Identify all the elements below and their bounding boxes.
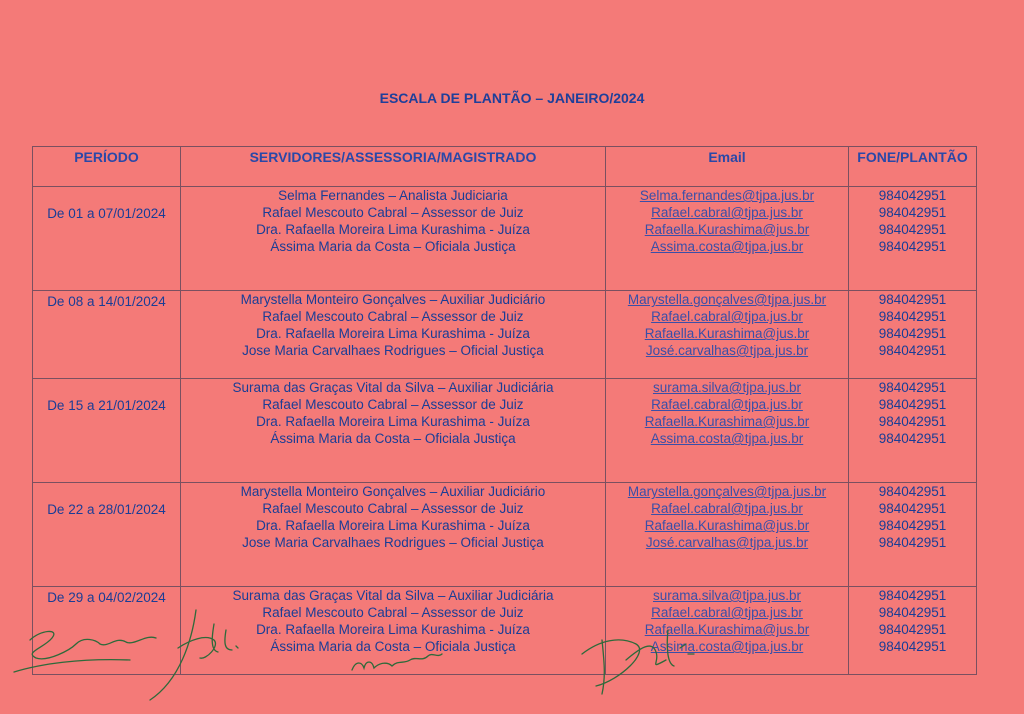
signatures-area — [0, 600, 1024, 714]
email-link[interactable]: Selma.fernandes@tjpa.jus.br — [639, 188, 815, 203]
phone-number: 984042951 — [878, 309, 947, 324]
period-cell: De 01 a 07/01/2024 — [33, 187, 181, 291]
table-row — [33, 379, 977, 483]
staff-line: Marystella Monteiro Gonçalves – Auxiliar Judiciário — [240, 292, 546, 307]
staff-line: Rafael Mescouto Cabral – Assessor de Juiz — [262, 605, 524, 620]
staff-line: Marystella Monteiro Gonçalves – Auxiliar Judiciário — [240, 484, 546, 499]
phone-number: 984042951 — [878, 605, 947, 620]
phone-number: 984042951 — [878, 397, 947, 412]
signature-marystella — [352, 654, 442, 670]
schedule-table — [32, 146, 977, 675]
staff-line: Jose Maria Carvalhaes Rodrigues – Oficial Justiça — [242, 535, 544, 550]
staff-line: Surama das Graças Vital da Silva – Auxiliar Judiciária — [232, 588, 554, 603]
header-phone: FONE/PLANTÃO — [849, 147, 977, 187]
staff-line: Rafael Mescouto Cabral – Assessor de Juiz — [262, 397, 524, 412]
staff-cell — [181, 483, 606, 587]
staff-line: Ássima Maria da Costa – Oficiala Justiça — [270, 639, 516, 654]
phone-number: 984042951 — [878, 326, 947, 341]
table-header-row — [33, 147, 977, 187]
period-cell: De 15 a 21/01/2024 — [33, 379, 181, 483]
phone-number: 984042951 — [878, 518, 947, 533]
staff-line: Selma Fernandes – Analista Judiciaria — [278, 188, 508, 203]
staff-line: Dra. Rafaella Moreira Lima Kurashima - Juíza — [256, 622, 530, 637]
email-cell — [606, 187, 849, 291]
email-link[interactable]: José.carvalhas@tjpa.jus.br — [645, 535, 809, 550]
phone-number: 984042951 — [878, 222, 947, 237]
header-staff: SERVIDORES/ASSESSORIA/MAGISTRADO — [181, 147, 606, 187]
staff-line: Dra. Rafaella Moreira Lima Kurashima - Juíza — [256, 222, 530, 237]
phone-number: 984042951 — [878, 380, 947, 395]
table-row — [33, 291, 977, 379]
table-row — [33, 187, 977, 291]
staff-line: Ássima Maria da Costa – Oficiala Justiça — [270, 239, 516, 254]
email-link[interactable]: Assima.costa@tjpa.jus.br — [650, 239, 804, 254]
page-title: ESCALA DE PLANTÃO – JANEIRO/2024 — [379, 90, 645, 106]
signature-kurashima — [582, 630, 694, 694]
staff-line: Rafael Mescouto Cabral – Assessor de Juiz — [262, 309, 524, 324]
phone-cell — [849, 291, 977, 379]
email-link[interactable]: Rafael.cabral@tjpa.jus.br — [651, 397, 803, 412]
email-link[interactable]: Rafael.cabral@tjpa.jus.br — [651, 501, 803, 516]
staff-line: Ássima Maria da Costa – Oficiala Justiça — [270, 431, 516, 446]
staff-line: Surama das Graças Vital da Silva – Auxiliar Judiciária — [232, 380, 554, 395]
phone-number: 984042951 — [878, 292, 947, 307]
phone-number: 984042951 — [878, 622, 947, 637]
header-email: Email — [606, 147, 849, 187]
email-link[interactable]: Rafaella.Kurashima@jus.br — [644, 622, 810, 637]
header-period: PERÍODO — [33, 147, 181, 187]
email-link[interactable]: Rafaella.Kurashima@jus.br — [644, 518, 810, 533]
signature-jul — [150, 610, 238, 700]
email-link[interactable]: Rafaella.Kurashima@jus.br — [644, 222, 810, 237]
phone-cell — [849, 483, 977, 587]
staff-line: Dra. Rafaella Moreira Lima Kurashima - Juíza — [256, 518, 530, 533]
phone-number: 984042951 — [878, 414, 947, 429]
staff-line: Jose Maria Carvalhaes Rodrigues – Oficial Justiça — [242, 343, 544, 358]
phone-number: 984042951 — [878, 639, 947, 654]
phone-number: 984042951 — [878, 484, 947, 499]
email-link[interactable]: José.carvalhas@tjpa.jus.br — [645, 343, 809, 358]
staff-cell — [181, 379, 606, 483]
email-link[interactable]: Assima.costa@tjpa.jus.br — [650, 431, 804, 446]
staff-line: Dra. Rafaella Moreira Lima Kurashima - Juíza — [256, 326, 530, 341]
phone-cell — [849, 187, 977, 291]
table-row — [33, 483, 977, 587]
email-link[interactable]: Rafael.cabral@tjpa.jus.br — [651, 205, 803, 220]
email-link[interactable]: Rafaella.Kurashima@jus.br — [644, 414, 810, 429]
phone-number: 984042951 — [878, 239, 947, 254]
period-cell: De 08 a 14/01/2024 — [33, 291, 181, 379]
phone-number: 984042951 — [878, 431, 947, 446]
email-link[interactable]: Rafael.cabral@tjpa.jus.br — [651, 309, 803, 324]
phone-number: 984042951 — [878, 588, 947, 603]
signature-fernandes — [14, 631, 156, 672]
phone-number: 984042951 — [878, 205, 947, 220]
phone-number: 984042951 — [878, 535, 947, 550]
phone-number: 984042951 — [878, 501, 947, 516]
period-cell: De 22 a 28/01/2024 — [33, 483, 181, 587]
staff-line: Rafael Mescouto Cabral – Assessor de Juiz — [262, 205, 524, 220]
phone-number: 984042951 — [878, 188, 947, 203]
email-cell — [606, 483, 849, 587]
email-link[interactable]: surama.silva@tjpa.jus.br — [652, 380, 801, 395]
email-cell — [606, 379, 849, 483]
staff-line: Dra. Rafaella Moreira Lima Kurashima - Juíza — [256, 414, 530, 429]
email-link[interactable]: Marystella.gonçalves@tjpa.jus.br — [627, 292, 827, 307]
staff-cell — [181, 187, 606, 291]
email-link[interactable]: Rafael.cabral@tjpa.jus.br — [651, 605, 803, 620]
email-cell — [606, 291, 849, 379]
email-link[interactable]: Marystella.gonçalves@tjpa.jus.br — [627, 484, 827, 499]
email-link[interactable]: Assima.costa@tjpa.jus.br — [650, 639, 804, 654]
phone-number: 984042951 — [878, 343, 947, 358]
phone-cell — [849, 379, 977, 483]
staff-cell — [181, 291, 606, 379]
staff-line: Rafael Mescouto Cabral – Assessor de Juiz — [262, 501, 524, 516]
email-link[interactable]: Rafaella.Kurashima@jus.br — [644, 326, 810, 341]
period-cell: De 29 a 04/02/2024 — [33, 587, 181, 675]
email-link[interactable]: surama.silva@tjpa.jus.br — [652, 588, 801, 603]
